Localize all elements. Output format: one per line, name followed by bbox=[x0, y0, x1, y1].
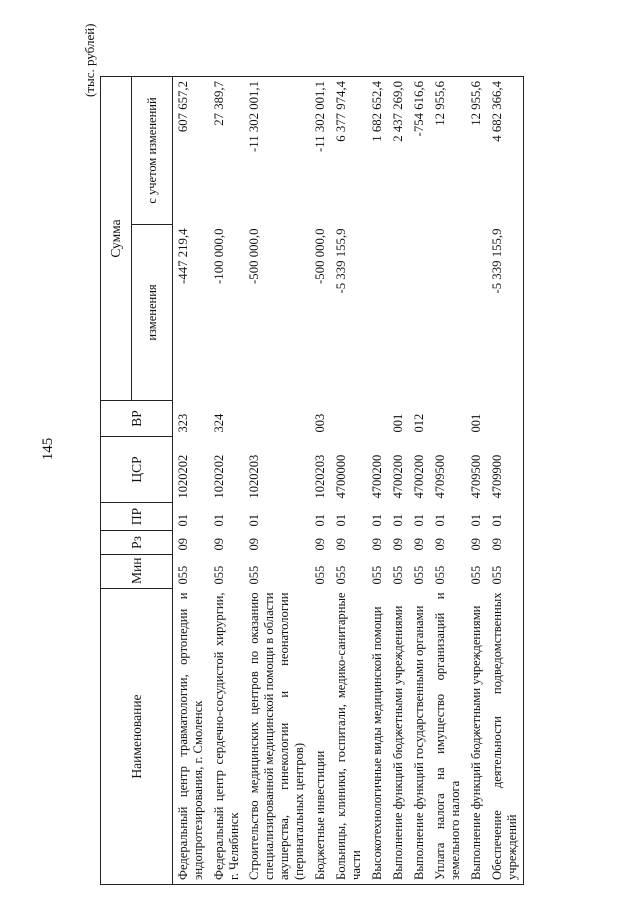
row-change: -500 000,0 bbox=[247, 228, 262, 284]
row-csr: 1020203 bbox=[247, 454, 262, 499]
row-total: 27 389,7 bbox=[209, 76, 245, 224]
row-min: 055 bbox=[411, 565, 426, 585]
row-vr: 323 bbox=[176, 413, 190, 433]
row-name: Строительство медицинских центров по оказанию специализированной медицинской помощи в области акушерства, гинекологии и неонатологии (перинатальных центров) bbox=[244, 589, 309, 885]
row-vr: 001 bbox=[468, 413, 483, 433]
row-total: -754 616,6 bbox=[409, 76, 430, 224]
row-rz: 09 bbox=[369, 538, 384, 551]
row-name: Выполнение функций бюджетными учреждениями bbox=[466, 589, 487, 885]
row-vr: 003 bbox=[312, 413, 327, 433]
header-min: Мин bbox=[101, 555, 173, 589]
row-csr: 1020202 bbox=[211, 454, 226, 499]
row-name: Федеральный центр травматологии, ортопедии и эндопротезирования, г. Смоленск bbox=[173, 589, 209, 885]
row-total: 12 955,6 bbox=[430, 76, 466, 224]
row-csr: 4700200 bbox=[369, 454, 384, 499]
row-change: -5 339 155,9 bbox=[487, 225, 523, 401]
row-min: 055 bbox=[487, 555, 523, 589]
row-vr bbox=[430, 401, 466, 437]
row-change: -100 000,0 bbox=[211, 228, 226, 284]
row-pr: 01 bbox=[487, 503, 523, 531]
row-pr: 01 bbox=[411, 514, 426, 527]
row-rz: 09 bbox=[247, 538, 262, 551]
row-pr: 01 bbox=[312, 514, 327, 527]
row-csr: 1020203 bbox=[312, 454, 327, 499]
row-name: Выполнение функций государственными органами bbox=[409, 589, 430, 885]
row-rz: 09 bbox=[390, 538, 405, 551]
row-csr: 4709900 bbox=[487, 437, 523, 503]
row-vr bbox=[487, 401, 523, 437]
header-pr: ПР bbox=[101, 503, 173, 531]
row-pr: 01 bbox=[432, 514, 447, 527]
header-name: Наименование bbox=[101, 589, 173, 885]
row-rz: 09 bbox=[333, 538, 348, 551]
table-row bbox=[430, 76, 466, 884]
table-row bbox=[331, 76, 367, 884]
row-min: 055 bbox=[247, 565, 262, 585]
row-rz: 09 bbox=[176, 538, 190, 551]
row-total: 1 682 652,4 bbox=[367, 76, 388, 224]
row-csr: 4709500 bbox=[468, 454, 483, 499]
row-total: 2 437 269,0 bbox=[388, 76, 409, 224]
row-pr: 01 bbox=[247, 514, 262, 527]
row-total: 12 955,6 bbox=[466, 76, 487, 224]
table-row bbox=[466, 76, 487, 884]
row-pr: 01 bbox=[390, 514, 405, 527]
row-change: -5 339 155,9 bbox=[333, 228, 348, 294]
header-csr: ЦСР bbox=[101, 437, 173, 503]
row-change: -447 219,4 bbox=[176, 228, 190, 284]
row-rz: 09 bbox=[411, 538, 426, 551]
row-pr: 01 bbox=[468, 514, 483, 527]
row-name: Выполнение функций бюджетными учреждениями bbox=[388, 589, 409, 885]
row-rz: 09 bbox=[468, 538, 483, 551]
row-min: 055 bbox=[211, 565, 226, 585]
row-min: 055 bbox=[176, 565, 190, 585]
row-min: 055 bbox=[468, 565, 483, 585]
row-csr: 4700200 bbox=[411, 454, 426, 499]
row-csr: 1020202 bbox=[176, 454, 190, 499]
row-change bbox=[388, 225, 409, 401]
page-number: 145 bbox=[40, 437, 56, 461]
row-name: Уплата налога на имущество организаций и земельного налога bbox=[430, 589, 466, 885]
table-header bbox=[101, 76, 173, 884]
header-rz: Рз bbox=[101, 531, 173, 555]
row-csr: 4700200 bbox=[390, 454, 405, 499]
table-row bbox=[173, 76, 209, 884]
table-row bbox=[487, 76, 523, 884]
table-row bbox=[244, 76, 309, 884]
row-vr: 012 bbox=[411, 413, 426, 433]
row-change bbox=[367, 225, 388, 401]
header-vr: ВР bbox=[101, 401, 173, 437]
row-csr: 4700000 bbox=[333, 454, 348, 499]
row-rz: 09 bbox=[312, 538, 327, 551]
header-sum: Сумма bbox=[101, 76, 132, 400]
header-change: изменения bbox=[132, 225, 173, 401]
row-pr: 01 bbox=[333, 514, 348, 527]
row-rz: 09 bbox=[432, 538, 447, 551]
row-vr bbox=[244, 401, 309, 437]
row-vr bbox=[331, 401, 367, 437]
row-vr bbox=[367, 401, 388, 437]
row-change bbox=[430, 225, 466, 401]
row-change: -500 000,0 bbox=[312, 228, 327, 284]
unit-label: (тыс. рублей) bbox=[82, 23, 97, 97]
row-pr: 01 bbox=[176, 514, 190, 527]
row-change bbox=[466, 225, 487, 401]
row-total: -11 302 001,1 bbox=[244, 76, 309, 224]
table-row bbox=[409, 76, 430, 884]
table-row bbox=[310, 76, 331, 884]
header-with-change: с учетом изменений bbox=[132, 76, 173, 224]
table-row bbox=[367, 76, 388, 884]
row-total: 607 657,2 bbox=[173, 76, 209, 224]
row-min: 055 bbox=[369, 565, 384, 585]
row-rz: 09 bbox=[487, 531, 523, 555]
budget-table bbox=[100, 76, 524, 885]
row-name: Больницы, клиники, госпитали, медико-санитарные части bbox=[331, 589, 367, 885]
row-name: Бюджетные инвестиции bbox=[310, 589, 331, 885]
row-min: 055 bbox=[390, 565, 405, 585]
row-name: Федеральный центр сердечно-сосудистой хирургии, г. Челябинск bbox=[209, 589, 245, 885]
row-total: 4 682 366,4 bbox=[487, 76, 523, 224]
row-total: 6 377 974,4 bbox=[331, 76, 367, 224]
table-row bbox=[388, 76, 409, 884]
row-pr: 01 bbox=[369, 514, 384, 527]
row-rz: 09 bbox=[211, 538, 226, 551]
row-change bbox=[409, 225, 430, 401]
row-vr: 324 bbox=[211, 413, 226, 433]
row-name: Обеспечение деятельности подведомственных учреждений bbox=[487, 589, 523, 885]
row-min: 055 bbox=[432, 565, 447, 585]
table-body bbox=[173, 76, 524, 884]
row-csr: 4709500 bbox=[432, 454, 447, 499]
row-pr: 01 bbox=[211, 514, 226, 527]
row-min: 055 bbox=[312, 565, 327, 585]
table-row bbox=[209, 76, 245, 884]
row-vr: 001 bbox=[390, 413, 405, 433]
row-name: Высокотехнологичные виды медицинской помощи bbox=[367, 589, 388, 885]
row-total: -11 302 001,1 bbox=[310, 76, 331, 224]
row-min: 055 bbox=[333, 565, 348, 585]
